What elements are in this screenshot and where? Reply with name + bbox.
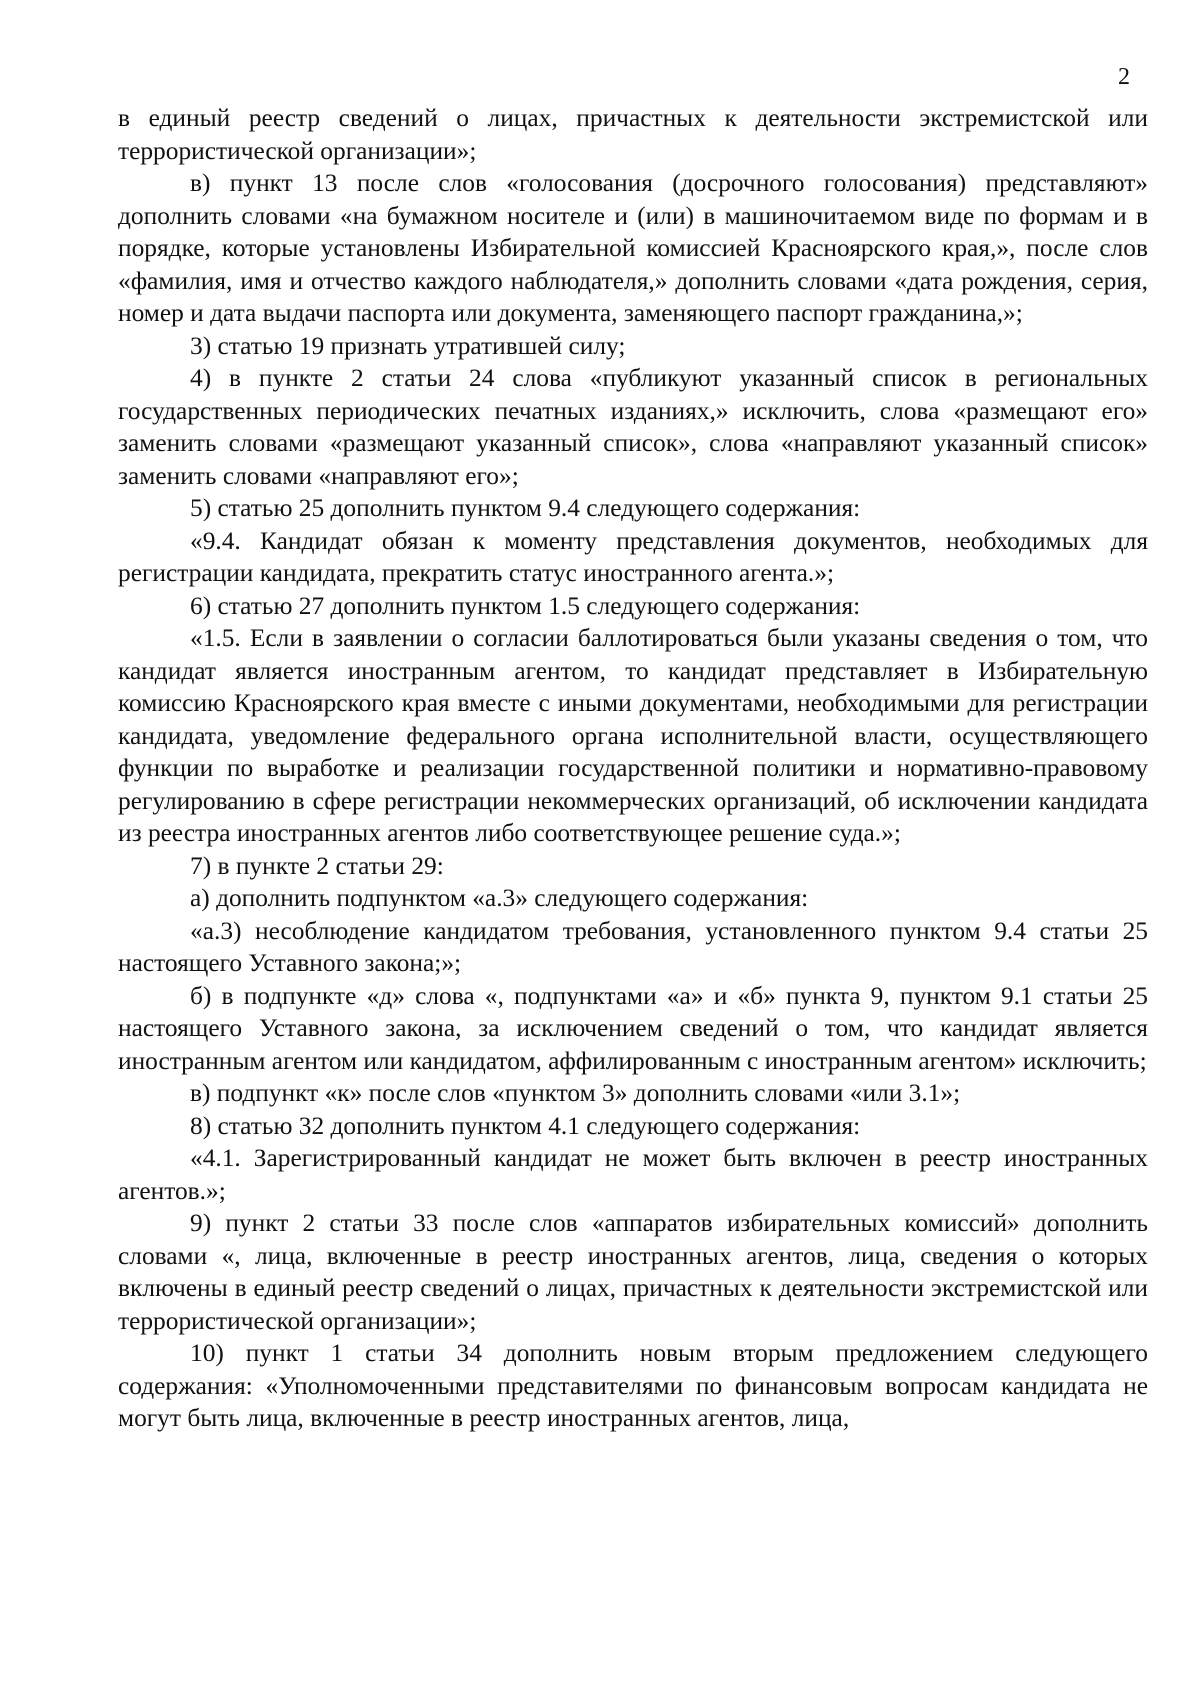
paragraph: 10) пункт 1 статьи 34 дополнить новым вторым предложением следующего содержания: «Уполномоченными представителями по финансовым вопросам кандидата не могут быть лица, включенные в реестр иностранных агентов, лица, <box>118 1339 1148 1432</box>
paragraph: 7) в пункте 2 статьи 29: <box>190 851 444 880</box>
paragraph: а) дополнить подпунктом «а.3» следующего содержания: <box>190 884 809 912</box>
paragraph: «9.4. Кандидат обязан к моменту представления документов, необходимых для регистрации кандидата, прекратить статус иностранного агента.»; <box>118 526 1148 587</box>
paragraph: 6) статью 27 дополнить пунктом 1.5 следующего содержания: <box>190 591 861 620</box>
page-number: 2 <box>1118 64 1130 90</box>
paragraph: «а.3) несоблюдение кандидатом требования, установленного пунктом 9.4 статьи 25 настоящего Уставного закона;»; <box>118 916 1148 977</box>
paragraph: в) пункт 13 после слов «голосования (досрочного голосования) представляют» дополнить словами «на бумажном носителе и (или) в машиночитаемом виде по формам и в порядке, которые установлены Избирательной комиссией Красноярского края,», после слов «фамилия, имя и отчество каждого наблюдателя,» дополнить словами «дата рождения, серия, номер и дата выдачи паспорта или документа, заменяющего паспорт гражданина,»; <box>118 169 1148 327</box>
paragraph: 3) статью 19 признать утратившей силу; <box>190 331 626 360</box>
paragraph: 4) в пункте 2 статьи 24 слова «публикуют указанный список в региональных государственных периодических печатных изданиях,» исключить, слова «размещают его» заменить словами «размещают указанный список», слова «направляют указанный список» заменить словами «направляют его»; <box>118 364 1148 490</box>
paragraph: в единый реестр сведений о лицах, причастных к деятельности экстремистской или террористической организации»; <box>118 104 1148 165</box>
paragraph: 5) статью 25 дополнить пунктом 9.4 следующего содержания: <box>190 494 861 522</box>
paragraph: «4.1. Зарегистрированный кандидат не может быть включен в реестр иностранных агентов.»; <box>118 1144 1148 1205</box>
document-body <box>118 102 1148 1435</box>
paragraph: в) подпункт «к» после слов «пунктом 3» дополнить словами «или 3.1»; <box>190 1079 961 1107</box>
paragraph: б) в подпункте «д» слова «, подпунктами «а» и «б» пункта 9, пунктом 9.1 статьи 25 настоящего Уставного закона, за исключением сведений о том, что кандидат является иностранным агентом или кандидатом, аффилированным с иностранным агентом» исключить; <box>118 981 1148 1075</box>
paragraph: 9) пункт 2 статьи 33 после слов «аппаратов избирательных комиссий» дополнить словами «, лица, включенные в реестр иностранных агентов, лица, сведения о которых включены в единый реестр сведений о лицах, причастных к деятельности экстремистской или террористической организации»; <box>118 1209 1148 1335</box>
paragraph: «1.5. Если в заявлении о согласии баллотироваться были указаны сведения о том, что кандидат является иностранным агентом, то кандидат представляет в Избирательную комиссию Красноярского края вместе с иными документами, необходимыми для регистрации кандидата, уведомление федерального органа исполнительной власти, осуществляющего функции по выработке и реализации государственной политики и нормативно-правовому регулированию в сфере регистрации некоммерческих организаций, об исключении кандидата из реестра иностранных агентов либо соответствующее решение суда.»; <box>118 624 1148 847</box>
paragraph: 8) статью 32 дополнить пунктом 4.1 следующего содержания: <box>190 1111 861 1140</box>
